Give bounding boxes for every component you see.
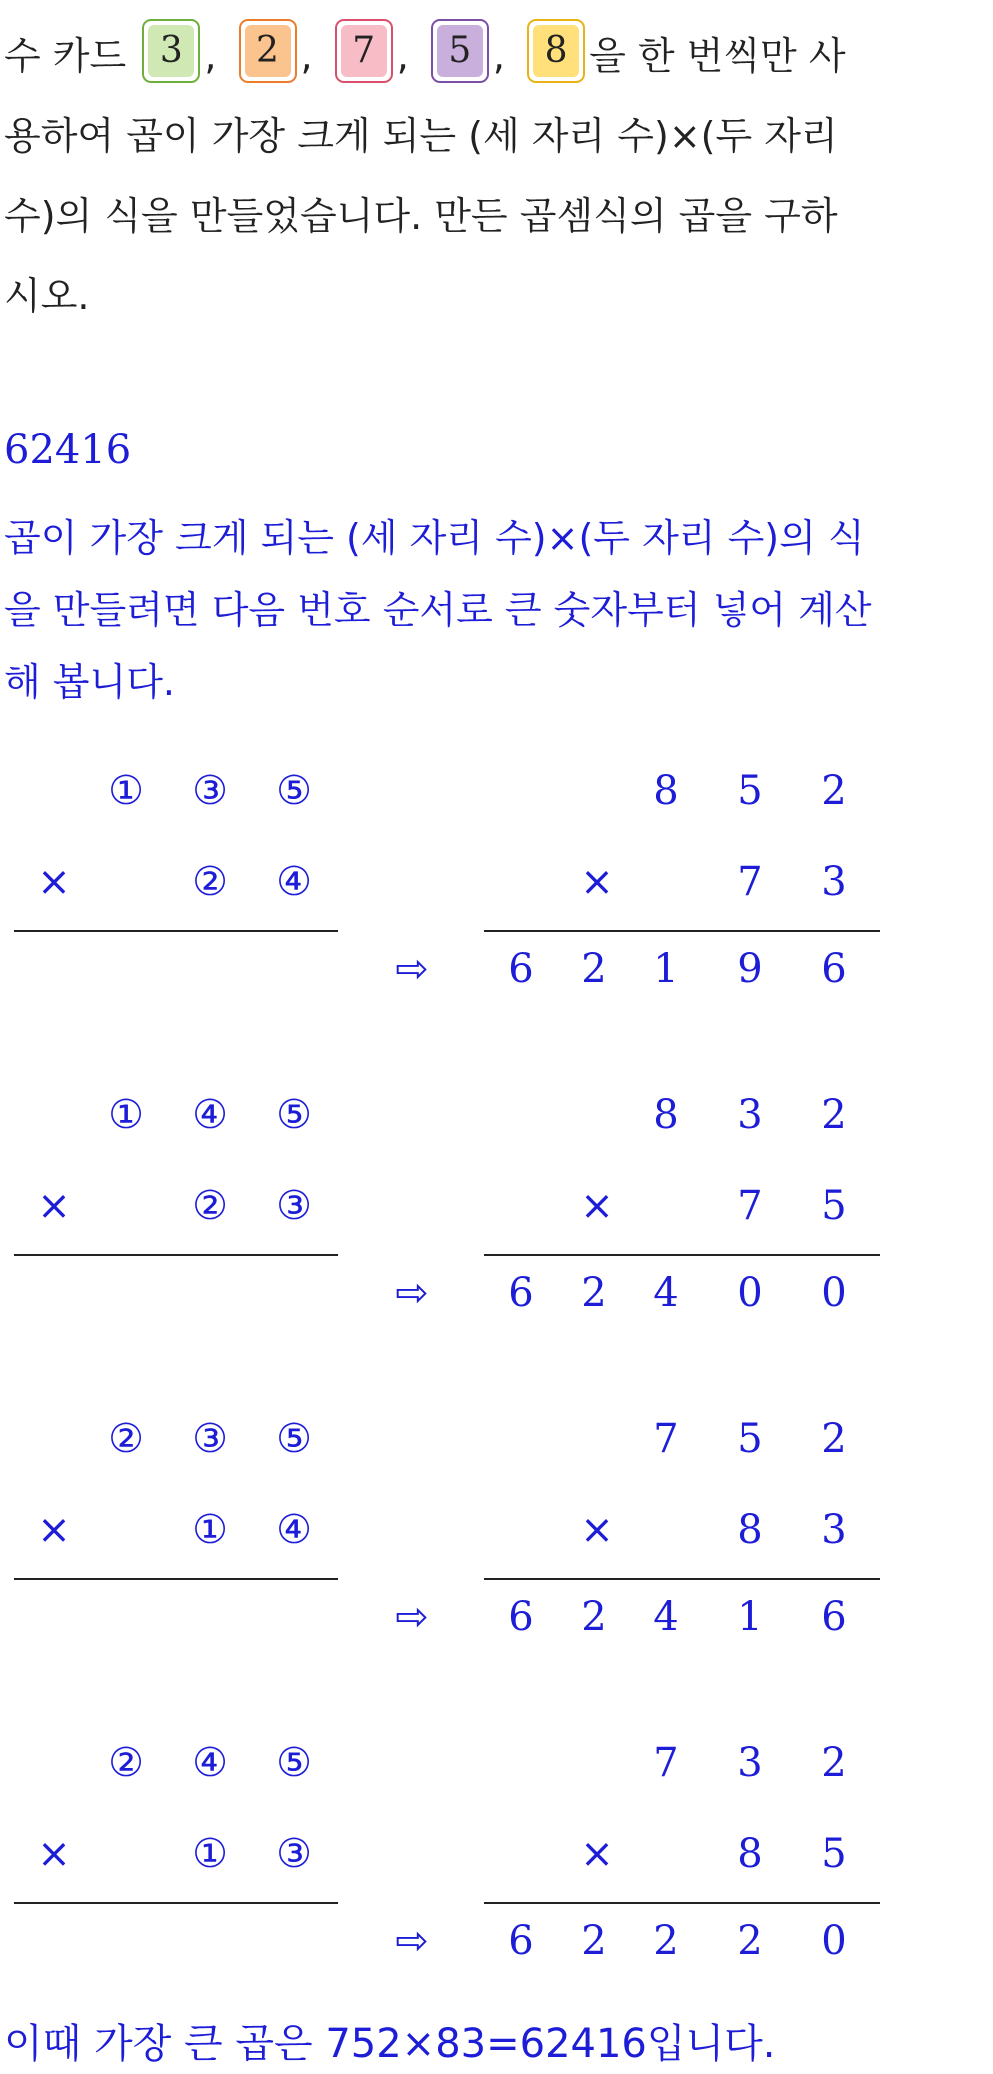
explanation-line-2: 을 만들려면 다음 번호 순서로 큰 숫자부터 넣어 계산 xyxy=(4,588,872,632)
multiplier-digit: 7 xyxy=(737,1183,763,1229)
product-line-left xyxy=(14,930,338,932)
slot-order-top: ② xyxy=(108,1740,144,1786)
number-card-2: 2 xyxy=(239,19,297,83)
times-sign: × xyxy=(580,1183,614,1229)
product-digit: 4 xyxy=(653,1270,679,1316)
multiplicand-digit: 2 xyxy=(821,1740,847,1786)
multiplicand-digit: 3 xyxy=(737,1740,763,1786)
product-digit: 0 xyxy=(821,1918,847,1964)
product-digit: 0 xyxy=(821,1270,847,1316)
product-digit: 6 xyxy=(508,1594,534,1640)
slot-order-top: ① xyxy=(108,1092,144,1138)
product-digit: 2 xyxy=(581,946,607,992)
multiplier-digit: 7 xyxy=(737,859,763,905)
product-digit: 2 xyxy=(581,1594,607,1640)
product-line-right xyxy=(484,1902,880,1904)
slot-order-bottom: ④ xyxy=(276,1507,312,1553)
product-digit: 2 xyxy=(737,1918,763,1964)
times-sign: × xyxy=(37,1183,71,1229)
slot-order-bottom: ① xyxy=(192,1507,228,1553)
times-sign: × xyxy=(37,1831,71,1877)
product-digit: 6 xyxy=(508,1270,534,1316)
slot-order-top: ① xyxy=(108,768,144,814)
product-digit: 1 xyxy=(737,1594,763,1640)
product-digit: 6 xyxy=(508,946,534,992)
product-digit: 0 xyxy=(737,1270,763,1316)
multiplicand-digit: 2 xyxy=(821,1092,847,1138)
explanation-line-1: 곱이 가장 크게 되는 (세 자리 수)×(두 자리 수)의 식 xyxy=(4,516,865,560)
product-digit: 4 xyxy=(653,1594,679,1640)
question-line-2: 용하여 곱이 가장 크게 되는 (세 자리 수)×(두 자리 xyxy=(4,114,838,158)
explanation-line-3: 해 봅니다. xyxy=(4,660,175,704)
arrow-icon: ⇨ xyxy=(395,1918,429,1964)
multiplicand-digit: 5 xyxy=(737,768,763,814)
slot-order-bottom: ③ xyxy=(276,1183,312,1229)
product-digit: 2 xyxy=(581,1270,607,1316)
slot-order-bottom: ③ xyxy=(276,1831,312,1877)
slot-order-bottom: ② xyxy=(192,859,228,905)
product-line-left xyxy=(14,1578,338,1580)
slot-order-bottom: ② xyxy=(192,1183,228,1229)
slot-order-top: ⑤ xyxy=(276,1740,312,1786)
times-sign: × xyxy=(580,1507,614,1553)
multiplier-digit: 5 xyxy=(821,1183,847,1229)
multiplicand-digit: 3 xyxy=(737,1092,763,1138)
multiplier-digit: 3 xyxy=(821,1507,847,1553)
product-digit: 2 xyxy=(581,1918,607,1964)
question-line1-tail: 을 한 번씩만 사 xyxy=(589,34,846,78)
product-line-right xyxy=(484,1254,880,1256)
slot-order-top: ③ xyxy=(192,768,228,814)
product-line-right xyxy=(484,930,880,932)
question-prefix: 수 카드 xyxy=(4,34,127,78)
times-sign: × xyxy=(580,859,614,905)
multiplicand-digit: 8 xyxy=(653,768,679,814)
multiplicand-digit: 7 xyxy=(653,1416,679,1462)
slot-order-top: ⑤ xyxy=(276,1416,312,1462)
product-digit: 6 xyxy=(821,1594,847,1640)
times-sign: × xyxy=(580,1831,614,1877)
product-digit: 2 xyxy=(653,1918,679,1964)
slot-order-top: ④ xyxy=(192,1740,228,1786)
number-card-8: 8 xyxy=(527,19,585,83)
multiplier-digit: 8 xyxy=(737,1831,763,1877)
product-line-left xyxy=(14,1254,338,1256)
multiplicand-digit: 7 xyxy=(653,1740,679,1786)
slot-order-top: ⑤ xyxy=(276,768,312,814)
product-digit: 6 xyxy=(821,946,847,992)
slot-order-top: ② xyxy=(108,1416,144,1462)
times-sign: × xyxy=(37,859,71,905)
multiplicand-digit: 2 xyxy=(821,768,847,814)
slot-order-top: ④ xyxy=(192,1092,228,1138)
multiplicand-digit: 5 xyxy=(737,1416,763,1462)
multiplicand-digit: 8 xyxy=(653,1092,679,1138)
number-card-3: 3 xyxy=(142,19,200,83)
conclusion-text: 이때 가장 큰 곱은 752×83=62416입니다. xyxy=(4,2021,776,2067)
number-card-5: 5 xyxy=(431,19,489,83)
multiplier-digit: 5 xyxy=(821,1831,847,1877)
question-line-1: 수 카드 3 , 2 , 7 , 5 , 8 을 한 번씩만 사 xyxy=(4,16,846,96)
slot-order-bottom: ① xyxy=(192,1831,228,1877)
product-digit: 6 xyxy=(508,1918,534,1964)
times-sign: × xyxy=(37,1507,71,1553)
product-line-left xyxy=(14,1902,338,1904)
slot-order-top: ③ xyxy=(192,1416,228,1462)
product-line-right xyxy=(484,1578,880,1580)
multiplier-digit: 3 xyxy=(821,859,847,905)
arrow-icon: ⇨ xyxy=(395,1270,429,1316)
slot-order-top: ⑤ xyxy=(276,1092,312,1138)
multiplier-digit: 8 xyxy=(737,1507,763,1553)
arrow-icon: ⇨ xyxy=(395,946,429,992)
number-card-7: 7 xyxy=(335,19,393,83)
slot-order-bottom: ④ xyxy=(276,859,312,905)
arrow-icon: ⇨ xyxy=(395,1594,429,1640)
multiplicand-digit: 2 xyxy=(821,1416,847,1462)
product-digit: 1 xyxy=(653,946,679,992)
question-line-3: 수)의 식을 만들었습니다. 만든 곱셈식의 곱을 구하 xyxy=(4,194,838,238)
question-line-4: 시오. xyxy=(4,274,90,318)
answer-value: 62416 xyxy=(4,427,132,473)
product-digit: 9 xyxy=(737,946,763,992)
